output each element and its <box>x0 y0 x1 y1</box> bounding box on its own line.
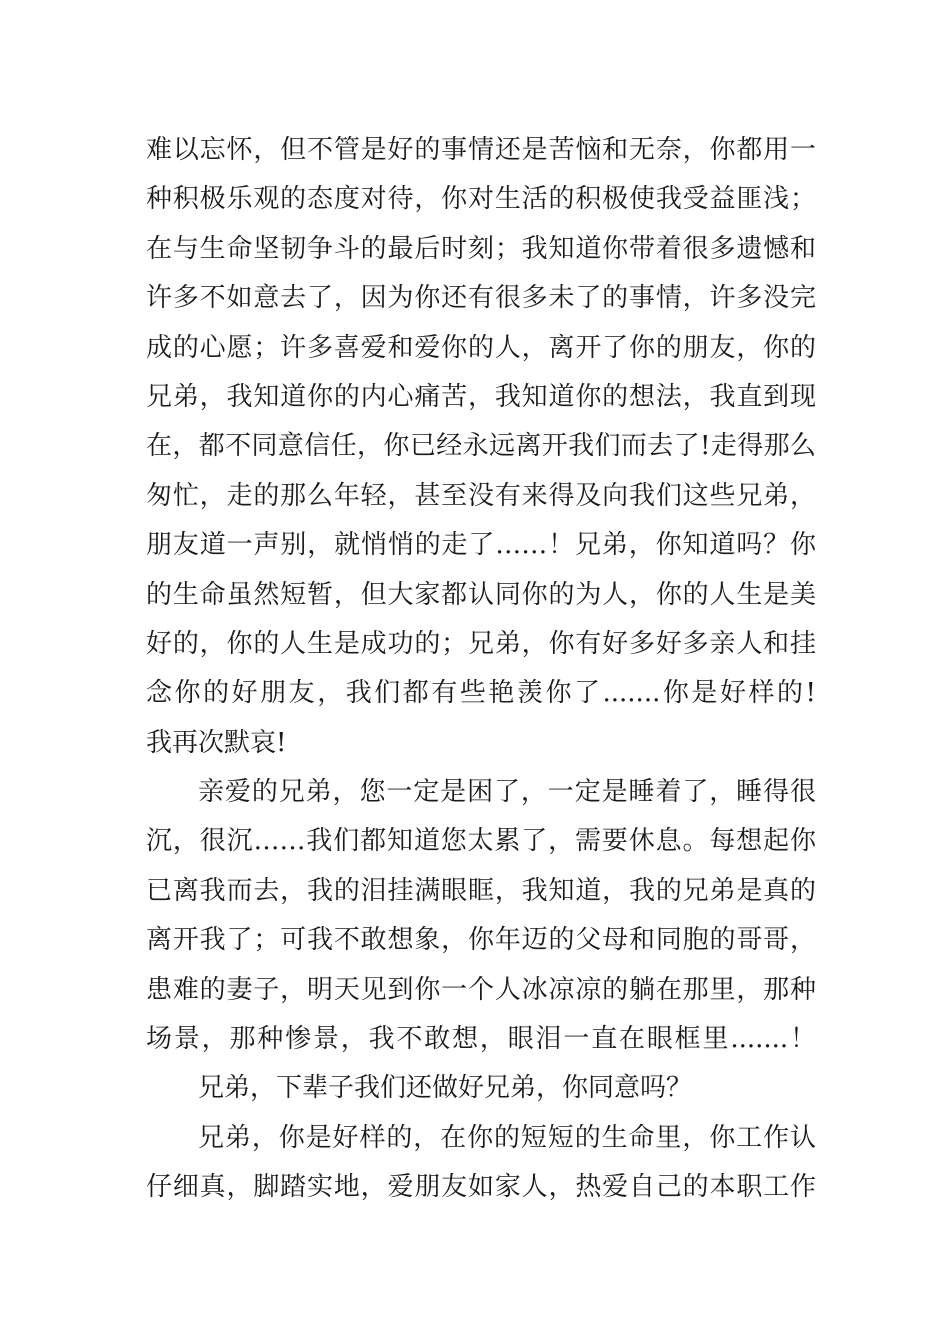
text-line: 亲爱的兄弟，您一定是困了，一定是睡着了，睡得很 <box>198 777 816 808</box>
text-line: 场景，那种惨景，我不敢想，眼泪一直在眼框里.......！ <box>146 1024 816 1055</box>
text-line: 离开我了；可我不敢想象，你年迈的父母和同胞的哥哥， <box>146 925 816 956</box>
text-line: 朋友道一声别，就悄悄的走了……！兄弟，你知道吗？你 <box>146 530 816 561</box>
text-line: 兄弟，我知道你的内心痛苦，我知道你的想法，我直到现 <box>146 381 816 412</box>
text-line: 兄弟，下辈子我们还做好兄弟，你同意吗？ <box>198 1073 693 1104</box>
text-line: 我再次默哀! <box>146 727 287 758</box>
text-line: 已离我而去，我的泪挂满眼眶，我知道，我的兄弟是真的 <box>146 875 816 906</box>
text-line: 种积极乐观的态度对待，你对生活的积极使我受益匪浅； <box>146 184 816 215</box>
text-line: 许多不如意去了，因为你还有很多未了的事情，许多没完 <box>146 283 816 314</box>
text-line: 患难的妻子，明天见到你一个人冰凉凉的躺在那里，那种 <box>146 974 816 1005</box>
body-text <box>146 126 816 1213</box>
text-line: 好的，你的人生是成功的；兄弟，你有好多好多亲人和挂 <box>146 628 816 659</box>
text-line: 成的心愿；许多喜爱和爱你的人，离开了你的朋友，你的 <box>146 332 816 363</box>
text-line: 在与生命坚韧争斗的最后时刻；我知道你带着很多遗憾和 <box>146 233 816 264</box>
text-line: 沉，很沉……我们都知道您太累了，需要休息。每想起你 <box>146 826 816 857</box>
text-line: 仔细真，脚踏实地，爱朋友如家人，热爱自己的本职工作 <box>146 1172 816 1203</box>
text-line: 难以忘怀，但不管是好的事情还是苦恼和无奈，你都用一 <box>146 135 816 165</box>
text-line: 的生命虽然短暂，但大家都认同你的为人，你的人生是美 <box>146 579 816 610</box>
text-line: 匆忙，走的那么年轻，甚至没有来得及向我们这些兄弟， <box>146 480 816 511</box>
text-line: 念你的好朋友，我们都有些艳羡你了.......你是好样的! <box>146 678 816 709</box>
text-line: 在，都不同意信任，你已经永远离开我们而去了!走得那么 <box>146 431 816 462</box>
text-line: 兄弟，你是好样的，在你的短短的生命里，你工作认 <box>198 1122 816 1153</box>
